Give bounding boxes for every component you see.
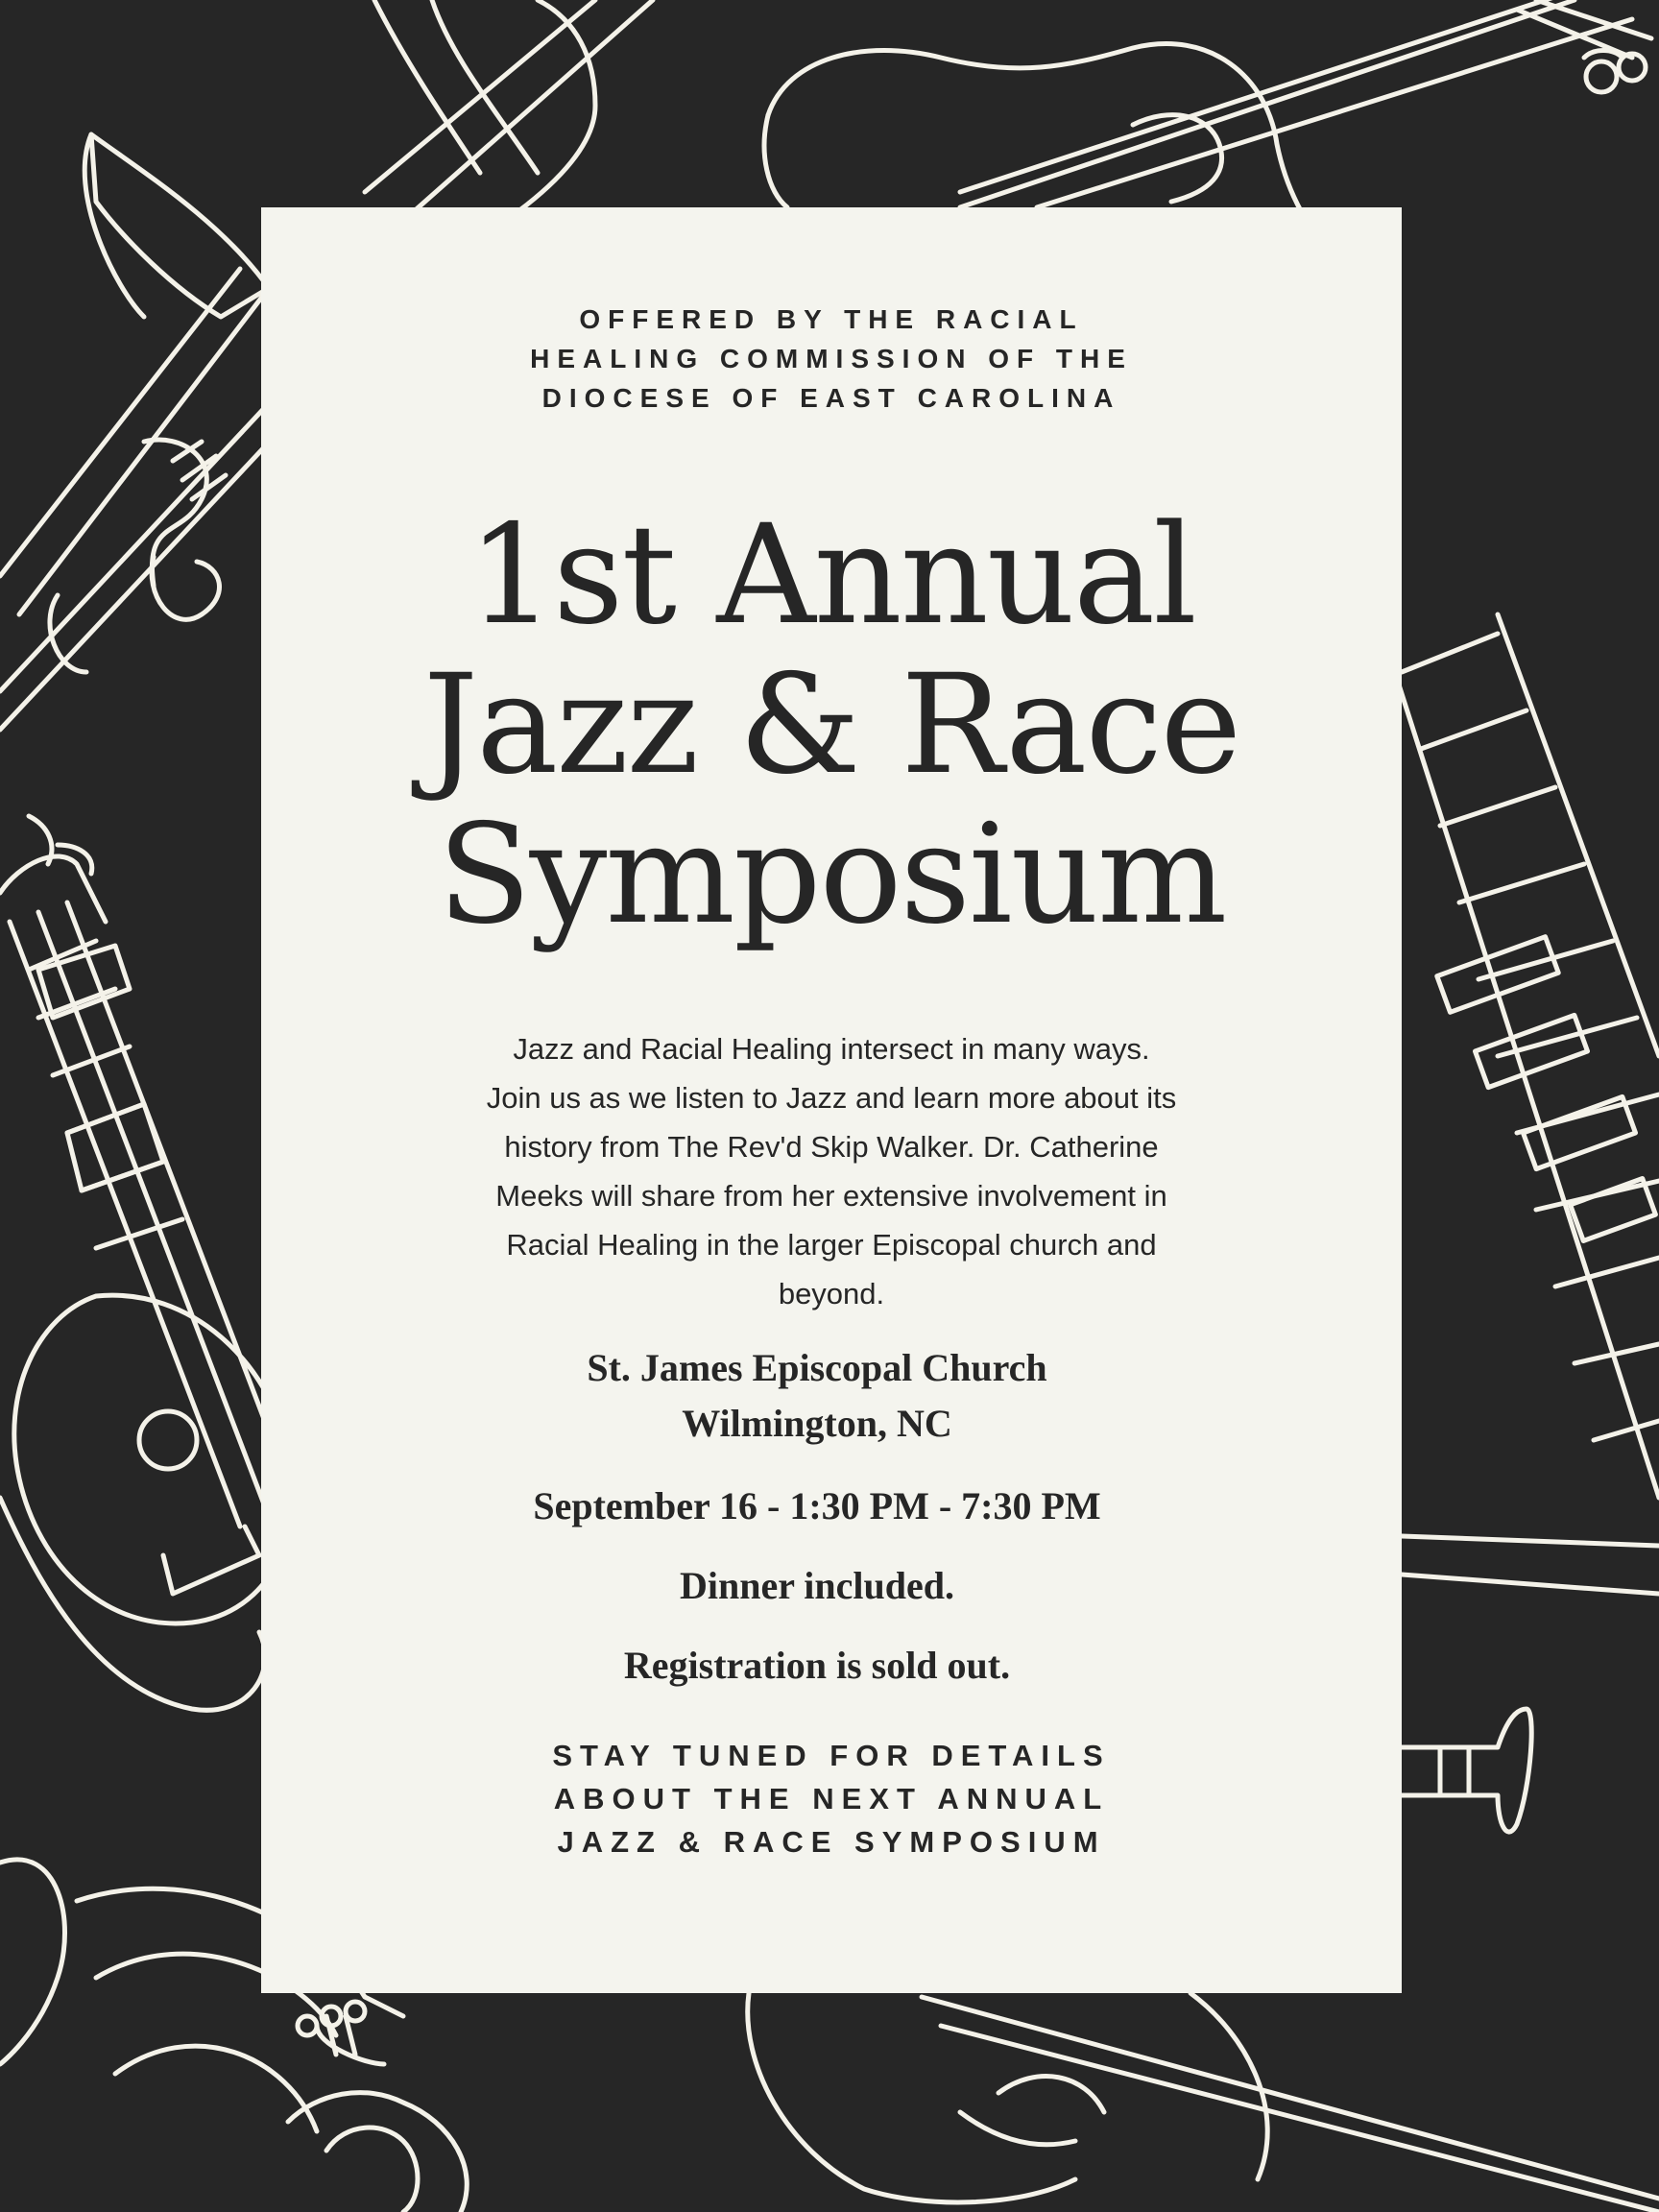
title-line-1: 1st Annual: [468, 494, 1195, 655]
dinner-note: Dinner included.: [680, 1564, 954, 1607]
event-description: Jazz and Racial Healing intersect in many ways. Join us as we listen to Jazz and learn more about its history from The Rev'd Skip Walker. Dr. Catherine Meeks will share from her extensive involvement in Racial Healing in the larger Episcopal church and beyond.: [486, 1032, 1177, 1310]
clarinet-icon: [1402, 1709, 1531, 1832]
banjo-icon: [0, 816, 298, 1710]
venue-city: Wilmington, NC: [682, 1402, 952, 1445]
offered-by-heading: OFFERED BY THE RACIAL HEALING COMMISSION OF THE DIOCESE OF EAST CAROLINA: [530, 304, 1133, 413]
title-line-2: Jazz & Race: [422, 644, 1240, 805]
trumpet-icon: [748, 1993, 1659, 2212]
registration-status: Registration is sold out.: [623, 1644, 1011, 1687]
event-date-time: September 16 - 1:30 PM - 7:30 PM: [533, 1484, 1101, 1527]
venue: [261, 1340, 1402, 1452]
stay-tuned-note: STAY TUNED FOR DETAILS ABOUT THE NEXT ANNUAL JAZZ & RACE SYMPOSIUM: [552, 1739, 1111, 1859]
title-line-3: Symposium: [437, 794, 1226, 954]
venue-name: St. James Episcopal Church: [587, 1346, 1047, 1389]
event-card: [261, 207, 1402, 1993]
event-title: [261, 494, 1402, 954]
piano-keys-icon: [1382, 614, 1659, 1594]
